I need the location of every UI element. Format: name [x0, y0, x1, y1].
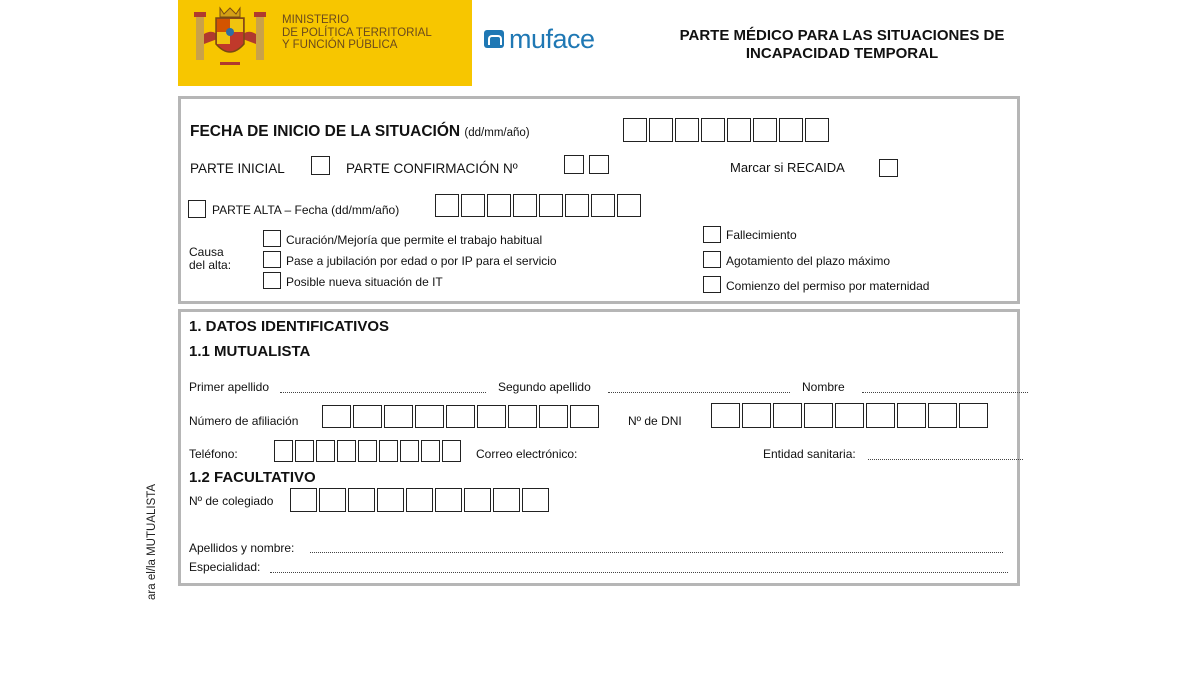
causa-alta-label [189, 246, 231, 272]
primer-apellido-field[interactable] [280, 392, 486, 393]
dni-box[interactable] [742, 403, 771, 428]
dni-box[interactable] [773, 403, 802, 428]
causa-option: Comienzo del permiso por maternidad [726, 279, 930, 293]
causa-option: Fallecimiento [726, 228, 797, 242]
telefono-boxes[interactable] [274, 440, 463, 462]
date-box[interactable] [701, 118, 725, 142]
telefono-box[interactable] [379, 440, 398, 462]
afiliacion-box[interactable] [446, 405, 475, 428]
apellidos-nombre-field[interactable] [310, 552, 1003, 553]
telefono-box[interactable] [358, 440, 377, 462]
causa-checkbox[interactable] [263, 230, 281, 247]
dni-label: Nº de DNI [628, 414, 682, 428]
causa-checkbox[interactable] [263, 272, 281, 289]
ministry-line-1: MINISTERIO [282, 14, 350, 26]
date-box[interactable] [591, 194, 615, 217]
parte-confirmacion-label: PARTE CONFIRMACIÓN Nº [346, 161, 518, 176]
telefono-box[interactable] [337, 440, 356, 462]
correo-label: Correo electrónico: [476, 447, 578, 461]
confirmacion-box[interactable] [589, 155, 609, 174]
datos-identificativos-title: 1. DATOS IDENTIFICATIVOS [189, 318, 390, 335]
ministry-name [282, 14, 432, 52]
muface-mark-icon [484, 30, 504, 48]
telefono-box[interactable] [274, 440, 293, 462]
primer-apellido-label: Primer apellido [189, 380, 270, 394]
afiliacion-box[interactable] [384, 405, 413, 428]
title-line-2: INCAPACIDAD TEMPORAL [745, 45, 939, 62]
fecha-inicio-label [190, 123, 530, 141]
date-box[interactable] [753, 118, 777, 142]
fecha-inicio-boxes[interactable] [623, 118, 831, 142]
date-box[interactable] [435, 194, 459, 217]
date-box[interactable] [649, 118, 673, 142]
date-box[interactable] [779, 118, 803, 142]
date-box[interactable] [623, 118, 647, 142]
colegiado-box[interactable] [290, 488, 317, 512]
colegiado-box[interactable] [319, 488, 346, 512]
segundo-apellido-field[interactable] [608, 392, 790, 393]
nombre-field[interactable] [862, 392, 1028, 393]
colegiado-box[interactable] [435, 488, 462, 512]
fecha-inicio-text: FECHA DE INICIO DE LA SITUACIÓN [190, 123, 461, 140]
telefono-box[interactable] [400, 440, 419, 462]
recaida-label: Marcar si RECAIDA [730, 160, 845, 175]
causa-checkbox[interactable] [703, 251, 721, 268]
segundo-apellido-label: Segundo apellido [498, 380, 591, 394]
ministry-line-3: Y FUNCIÓN PÚBLICA [282, 39, 398, 51]
confirmacion-box[interactable] [564, 155, 584, 174]
parte-alta-label: PARTE ALTA – Fecha (dd/mm/año) [212, 203, 400, 217]
afiliacion-box[interactable] [477, 405, 506, 428]
causa-option: Agotamiento del plazo máximo [726, 254, 891, 268]
colegiado-box[interactable] [522, 488, 549, 512]
document-title [632, 27, 1052, 63]
colegiado-box[interactable] [348, 488, 375, 512]
parte-alta-checkbox[interactable] [188, 200, 206, 218]
government-header [178, 0, 472, 86]
side-note: ara el/la MUTUALISTA [146, 483, 158, 600]
afiliacion-box[interactable] [508, 405, 537, 428]
parte-alta-date-boxes[interactable] [435, 194, 643, 217]
ministry-line-2: DE POLÍTICA TERRITORIAL [282, 26, 432, 39]
afiliacion-box[interactable] [570, 405, 599, 428]
title-line-1: PARTE MÉDICO PARA LAS SITUACIONES DE [679, 27, 1005, 44]
colegiado-box[interactable] [493, 488, 520, 512]
dni-box[interactable] [835, 403, 864, 428]
nombre-label: Nombre [802, 380, 845, 394]
dni-boxes[interactable] [711, 403, 990, 428]
apellidos-nombre-label: Apellidos y nombre: [189, 541, 295, 555]
afiliacion-box[interactable] [353, 405, 382, 428]
afiliacion-box[interactable] [415, 405, 444, 428]
dni-box[interactable] [866, 403, 895, 428]
causa-checkbox[interactable] [703, 226, 721, 243]
causa-checkbox[interactable] [263, 251, 281, 268]
telefono-label: Teléfono: [189, 447, 238, 461]
date-box[interactable] [805, 118, 829, 142]
telefono-box[interactable] [316, 440, 335, 462]
afiliacion-box[interactable] [322, 405, 351, 428]
telefono-box[interactable] [421, 440, 440, 462]
causa-option: Curación/Mejoría que permite el trabajo habitual [286, 233, 543, 247]
especialidad-field[interactable] [270, 572, 1008, 573]
afiliacion-box[interactable] [539, 405, 568, 428]
colegiado-box[interactable] [406, 488, 433, 512]
date-box[interactable] [727, 118, 751, 142]
dni-box[interactable] [928, 403, 957, 428]
telefono-box[interactable] [295, 440, 314, 462]
date-box[interactable] [461, 194, 485, 217]
dni-box[interactable] [711, 403, 740, 428]
dni-box[interactable] [959, 403, 988, 428]
mutualista-title: 1.1 MUTUALISTA [189, 343, 311, 360]
entidad-field[interactable] [868, 459, 1023, 460]
causa-option: Pase a jubilación por edad o por IP para el servicio [286, 254, 557, 268]
recaida-checkbox[interactable] [879, 159, 898, 177]
muface-wordmark: muface [509, 24, 595, 54]
dni-box[interactable] [897, 403, 926, 428]
causa-checkbox[interactable] [703, 276, 721, 293]
parte-inicial-label: PARTE INICIAL [190, 161, 285, 176]
numero-afiliacion-label: Número de afiliación [189, 414, 299, 428]
afiliacion-boxes[interactable] [322, 405, 601, 428]
colegiado-boxes[interactable] [290, 488, 551, 512]
date-box[interactable] [513, 194, 537, 217]
colegiado-box[interactable] [377, 488, 404, 512]
date-box[interactable] [675, 118, 699, 142]
colegiado-box[interactable] [464, 488, 491, 512]
date-box[interactable] [487, 194, 511, 217]
date-box[interactable] [565, 194, 589, 217]
fecha-inicio-hint: (dd/mm/año) [464, 127, 530, 139]
dni-box[interactable] [804, 403, 833, 428]
entidad-label: Entidad sanitaria: [763, 447, 856, 461]
especialidad-label: Especialidad: [189, 560, 261, 574]
causa-label-line-2: del alta: [189, 258, 232, 272]
colegiado-label: Nº de colegiado [189, 494, 274, 508]
causa-label-line-1: Causa [189, 245, 224, 259]
causa-option: Posible nueva situación de IT [286, 275, 443, 289]
facultativo-title: 1.2 FACULTATIVO [189, 469, 316, 486]
telefono-box[interactable] [442, 440, 461, 462]
date-box[interactable] [617, 194, 641, 217]
muface-logo [484, 24, 595, 54]
coat-of-arms-icon [190, 4, 270, 68]
date-box[interactable] [539, 194, 563, 217]
parte-inicial-checkbox[interactable] [311, 156, 330, 175]
